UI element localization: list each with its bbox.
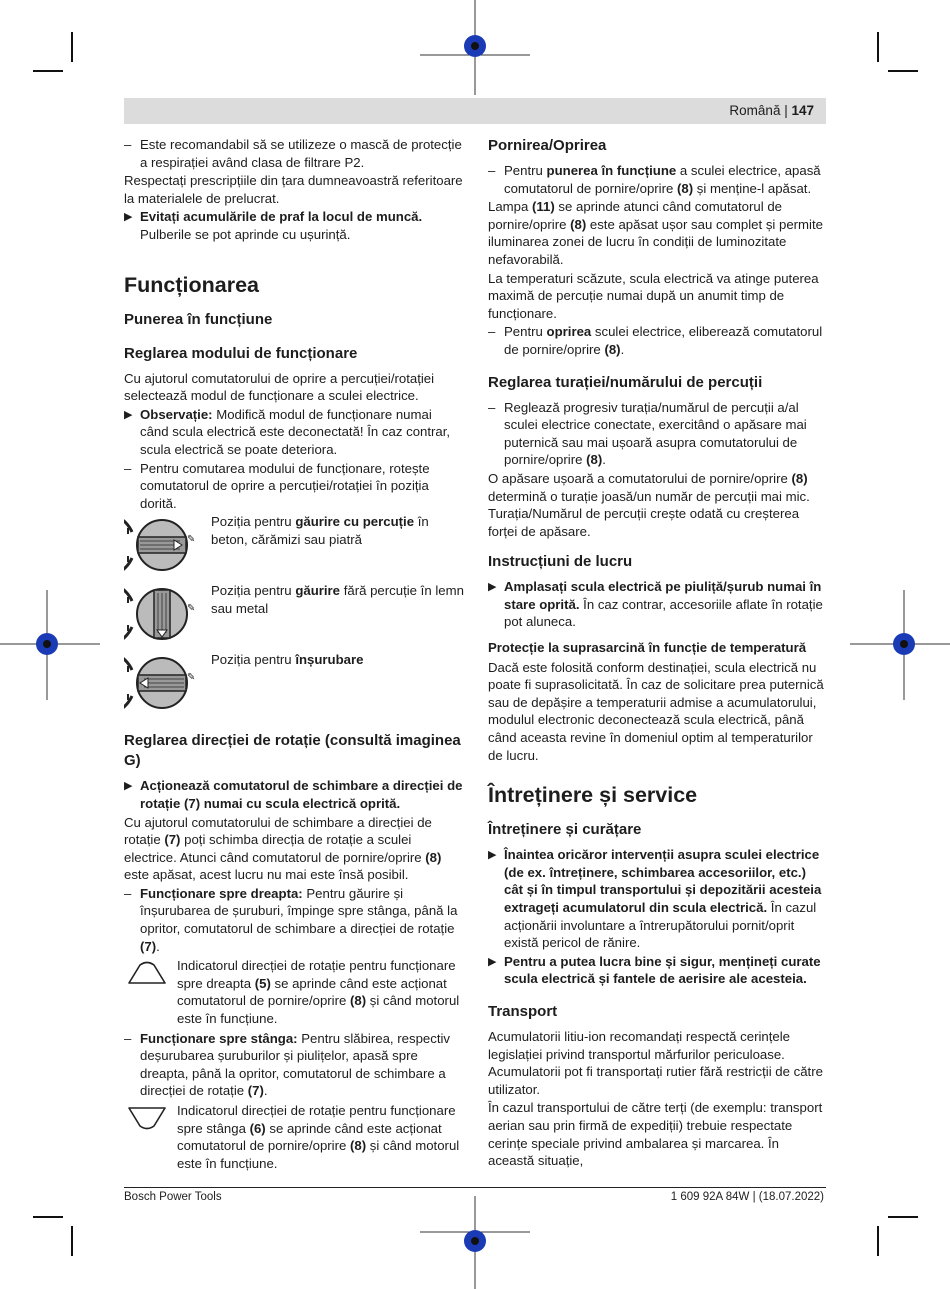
subsection-title: Reglarea modului de funcționare	[124, 344, 358, 362]
svg-text:✎: ✎	[187, 534, 196, 546]
warning-item: ▶ Acționează comutatorul de schimbare a direcției de rotație (7) numai cu scula electrică oprită.	[124, 778, 463, 811]
mode-screwdriving: ✎ Poziția pentru înșurubare	[124, 652, 464, 721]
list-item: – Pentru oprirea sculei electrice, eliberează comutatorul de pornire/oprire (8).	[488, 324, 823, 357]
left-rotation-indicator: Indicatorul direcției de rotație pentru funcționare spre stânga (6) se aprinde când este acționat comutatorul de pornire/oprire (8) și când motorul este în funcțiune.	[124, 1102, 464, 1172]
header-bar	[124, 98, 826, 124]
registration-mark-top	[420, 0, 530, 95]
page-header: Română | 147	[729, 103, 814, 118]
paragraph: Cu ajutorul comutatorului de schimbare a direcției de rotație (7) poți schimba direcția de rotație a sculei electrice. Atunci când comutatorul de pornire/oprire (8) este apăsat, acest lucru nu mai este însă posibil.	[124, 814, 442, 883]
header-language: Română	[729, 103, 781, 118]
triangle-bullet-icon: ▶	[124, 780, 133, 793]
crop-mark	[877, 32, 879, 62]
arrow-up-indicator-icon	[127, 961, 167, 987]
footer-brand: Bosch Power Tools	[124, 1191, 222, 1203]
paragraph: Lampa (11) se aprinde atunci când comutatorul de pornire/oprire (8) este apăsat ușor sau complet și permite iluminarea zonei de lucru în condiții de luminozitate nefavorabilă.	[488, 199, 823, 267]
warning-item: ▶ Amplasați scula electrică pe piuliță/șurub numai în stare oprită. În caz contrar, accesoriile aflate în rotație pot aluneca.	[488, 579, 823, 630]
arrow-down-indicator-icon	[127, 1104, 167, 1130]
crop-mark	[33, 1216, 63, 1218]
list-item: – Funcționare spre dreapta: Pentru găurire și înșurubarea de șuruburi, împinge spre stânga, până la opritor, comutatorul de schimbare a direcției de rotație (7).	[124, 885, 458, 954]
crop-mark	[71, 32, 73, 62]
triangle-bullet-icon: ▶	[488, 955, 497, 968]
registration-mark-bottom	[420, 1196, 530, 1289]
subsection-title: Reglarea direcției de rotație (consultă imaginea G)	[124, 732, 461, 770]
screwdriving-dial-icon	[124, 652, 204, 714]
subsection-title: Instrucțiuni de lucru	[488, 553, 633, 571]
triangle-bullet-icon: ▶	[488, 849, 497, 862]
paragraph: Cu ajutorul comutatorului de oprire a percuției/rotației selectează modul de funcționare a sculei electrice.	[124, 370, 435, 404]
warning-item: ▶ Evitați acumulările de praf la locul de muncă. Pulberile se pot aprinde cu ușurință.	[124, 209, 423, 242]
subsection-title: Transport	[488, 1002, 558, 1020]
paragraph: Dacă este folosită conform destinației, scula electrică nu poate fi suprasolicitată. În caz de solicitare prea puternică sau de depășire a temperaturii admise a acumulatorului, modulul electronic deconectează scula electrică, până când aceasta revine în domeniul optim al temperaturilor de lucru.	[488, 659, 824, 763]
subsection-title: Pornirea/Oprirea	[488, 137, 607, 154]
list-item: – Pentru comutarea modului de funcționare, rotește comutatorul de oprire a percuției/rotației în poziția dorită.	[124, 460, 430, 511]
footer-rule	[124, 1187, 826, 1188]
list-item: – Funcționare spre stânga: Pentru slăbirea, respectiv deșurubarea șuruburilor și piulițelor, apasă spre dreapta, până la opritor, comutatorul de schimbare a direcției de rotație (7).	[124, 1030, 451, 1099]
right-rotation-indicator: Indicatorul direcției de rotație pentru funcționare spre dreapta (5) se aprinde când este acționat comutatorul de pornire/oprire (8) și când motorul este în funcțiune.	[124, 957, 464, 1027]
crop-mark	[71, 1226, 73, 1256]
hammer-drill-dial-icon	[124, 514, 204, 576]
paragraph: În cazul transportului de către terți (de exemplu: transport aerian sau prin firmă de expediții) trebuie respectate cerințe speciale privind ambalarea și marcarea. În această situație,	[488, 1100, 823, 1169]
triangle-bullet-icon: ▶	[124, 408, 133, 421]
section-title: Funcționarea	[124, 272, 259, 297]
svg-text:✎: ✎	[187, 672, 196, 684]
list-item: – Este recomandabil să se utilizeze o mască de protecție a respirației având clasa de filtrare P2.	[124, 137, 462, 170]
crop-mark	[888, 1216, 918, 1218]
drill-dial-icon	[124, 583, 204, 645]
mode-hammer-drill: ✎ Poziția pentru găurire cu percuție în beton, cărămizi sau piatră	[124, 514, 464, 583]
list-item: – Pentru punerea în funcțiune a sculei electrice, apasă comutatorul de pornire/oprire (8) și menține-l apăsat.	[488, 163, 821, 196]
crop-mark	[33, 70, 63, 72]
paragraph: La temperaturi scăzute, scula electrică va atinge puterea maximă de percuție numai după un anumit timp de funcționare.	[488, 270, 819, 321]
footer-doc-id: 1 609 92A 84W | (18.07.2022)	[670, 1191, 824, 1203]
subsection-title: Punerea în funcțiune	[124, 310, 273, 328]
svg-text:✎: ✎	[187, 603, 196, 615]
note-item: ▶ Observație: Modifică modul de funcționare numai când scula electrică este deconectată! În caz contrar, scula electrică se poate deteriora.	[124, 406, 451, 457]
paragraph: O apăsare ușoară a comutatorului de pornire/oprire (8) determină o turație joasă/un număr de percuții mai mic. Turația/Numărul de percuții crește odată cu creșterea forței de apăsare.	[488, 470, 810, 539]
section-title: Întreținere și service	[488, 783, 698, 808]
crop-mark	[877, 1226, 879, 1256]
mode-drill: ✎ Poziția pentru găurire fără percuție în lemn sau metal	[124, 583, 464, 652]
right-column	[488, 136, 828, 1171]
crop-mark	[888, 70, 918, 72]
paragraph: Respectați prescripțiile din țara dumneavoastră referitoare la materialele de prelucrat.	[124, 173, 463, 206]
warning-item: ▶ Pentru a putea lucra bine și sigur, mențineți curate scula electrică și fantele de aerisire ale acesteia.	[488, 953, 821, 987]
registration-mark-right	[850, 590, 950, 700]
list-item: – Reglează progresiv turația/numărul de percuții a/al sculei electrice conectate, exercitând o apăsare mai puternică sau mai ușoară asupra comutatorului de pornire/oprire (8).	[488, 399, 807, 468]
warning-item: ▶ Înaintea oricăror intervenții asupra sculei electrice (de ex. întreținere, schimbarea accesoriilor, etc.) cât și în timpul transportului și depozitării acesteia extrageți acumulatorul din scula electrică. În cazul acționării involuntare a întrerupătorului pornit/oprit există pericol de rănire.	[488, 847, 822, 951]
triangle-bullet-icon: ▶	[488, 581, 497, 594]
paragraph: Acumulatorii litiu-ion recomandați respectă cerințele legislației privind transportul mărfurilor periculoase. Acumulatorii pot fi transportați rutier fără restricții de către utilizator.	[488, 1028, 823, 1097]
registration-mark-left	[0, 590, 100, 700]
page-number: 147	[791, 103, 814, 118]
minor-heading: Protecție la suprasarcină în funcție de temperatură	[488, 640, 807, 656]
triangle-bullet-icon: ▶	[124, 211, 133, 224]
subsection-title: Întreținere și curățare	[488, 821, 642, 839]
subsection-title: Reglarea turației/numărului de percuții	[488, 373, 763, 391]
left-column	[124, 136, 464, 1174]
